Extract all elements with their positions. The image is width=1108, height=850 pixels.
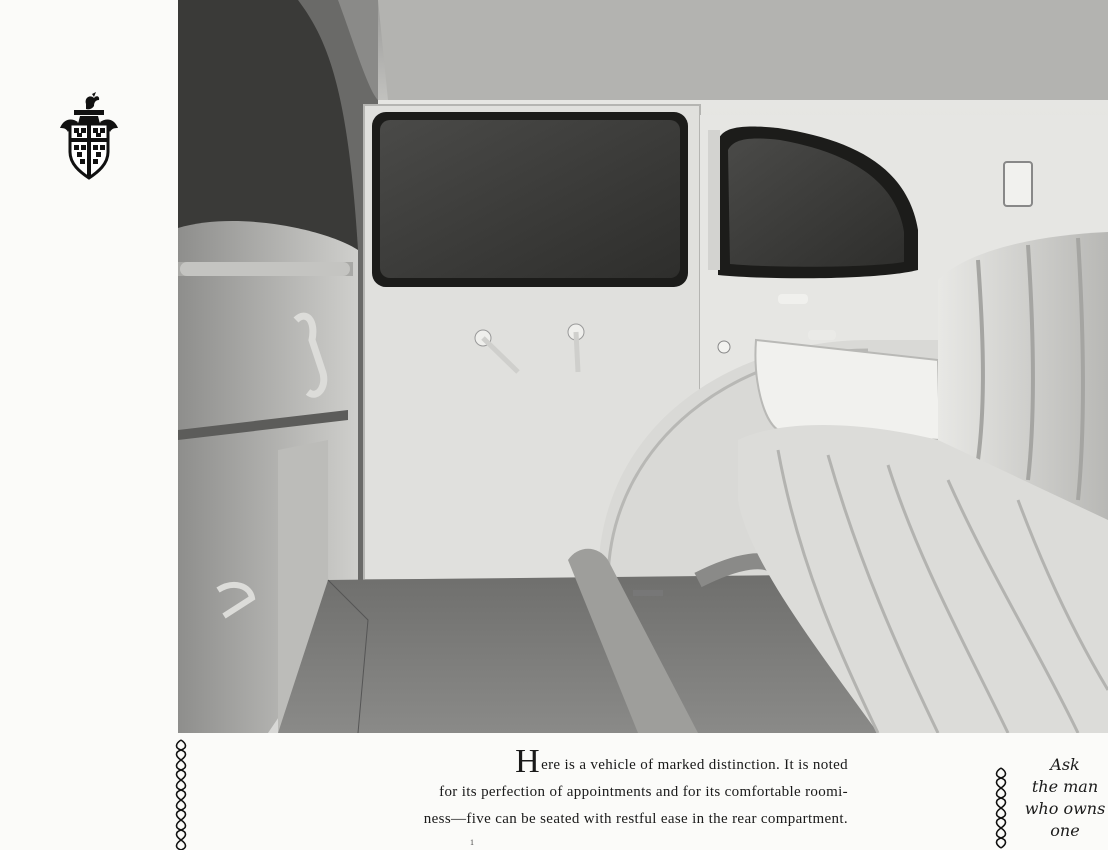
decorative-border-right <box>995 766 1007 850</box>
tagline-line-2: the man <box>1031 777 1099 796</box>
page-folio: 1 <box>470 838 474 847</box>
interior-photograph <box>178 0 1108 733</box>
tagline-line-1: Ask <box>1050 755 1080 774</box>
decorative-border-left <box>175 738 187 850</box>
tagline-line-4: one <box>1050 821 1080 840</box>
caption-line-2: for its perfection of appointments and for its comfortable roomi- <box>439 784 848 800</box>
tagline-line-3: who owns <box>1024 799 1106 818</box>
caption-line-1: Here is a vehicle of marked distinction. It is noted <box>515 743 848 780</box>
tagline <box>1022 754 1108 842</box>
caption-line-3: ness—five can be seated with restful ease in the rear compartment. <box>423 811 848 827</box>
heraldic-crest-icon <box>56 92 122 184</box>
caption-text <box>328 743 848 833</box>
drop-cap: H <box>515 743 541 780</box>
